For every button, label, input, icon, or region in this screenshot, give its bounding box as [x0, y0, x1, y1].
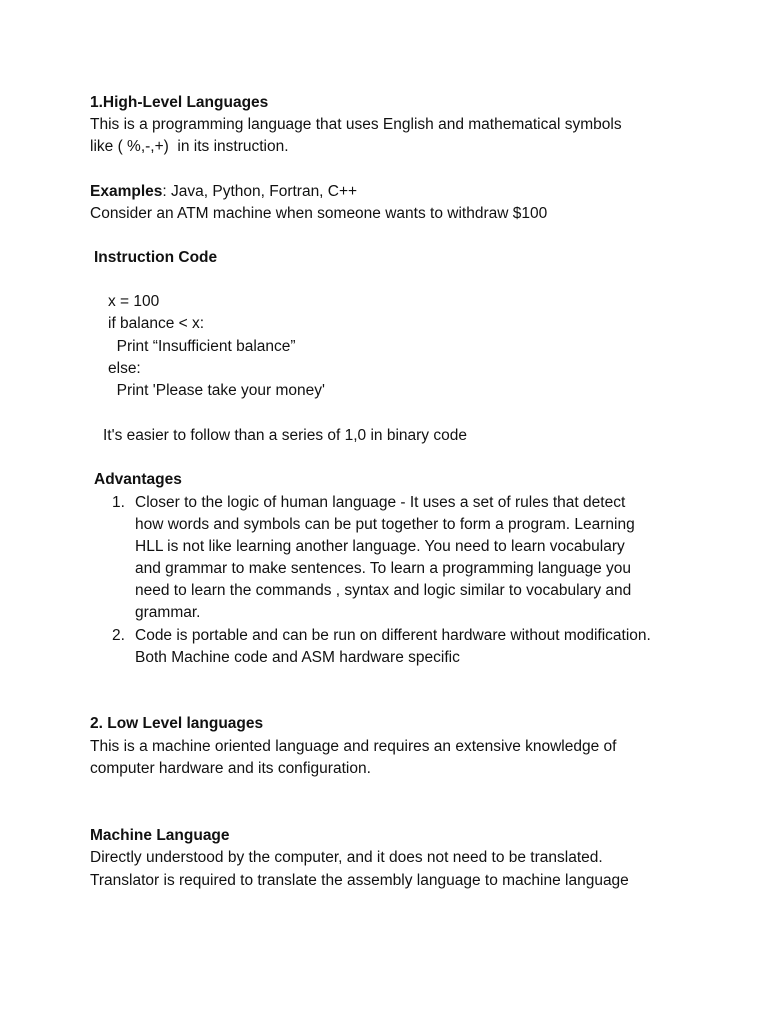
machine-line1: Directly understood by the computer, and it does not need to be translated. [90, 849, 603, 866]
advantage-line: need to learn the commands , syntax and logic similar to vocabulary and [135, 582, 632, 599]
advantage-line: Both Machine code and ASM hardware specific [135, 649, 460, 666]
section2-intro-line2: computer hardware and its configuration. [90, 760, 371, 777]
section1-intro-line2: like ( %,-,+) in its instruction. [90, 138, 289, 155]
machine-line2: Translator is required to translate the assembly language to machine language [90, 872, 629, 889]
advantage-line: Code is portable and can be run on different hardware without modification. [135, 627, 651, 644]
section1-heading: 1.High-Level Languages [90, 94, 269, 111]
examples-label: Examples [90, 183, 163, 200]
code-line: Print 'Please take your money' [108, 382, 325, 399]
advantage-line: Closer to the logic of human language - It uses a set of rules that detect [135, 494, 626, 511]
advantage-line: and grammar to make sentences. To learn a programming language you [135, 560, 631, 577]
machine-language-heading: Machine Language [90, 827, 230, 844]
section2-intro-line1: This is a machine oriented language and requires an extensive knowledge of [90, 738, 617, 755]
advantage-line: grammar. [135, 604, 201, 621]
examples-text: : Java, Python, Fortran, C++ [162, 183, 358, 200]
code-line: if balance < x: [108, 315, 205, 332]
examples-line [90, 181, 357, 203]
advantage-line: how words and symbols can be put together to form a program. Learning [135, 516, 635, 533]
easier-text: It's easier to follow than a series of 1,0 in binary code [103, 427, 467, 444]
code-line: else: [108, 360, 141, 377]
advantage-number: 1. [112, 494, 125, 511]
section1-intro-line1: This is a programming language that uses English and mathematical symbols [90, 116, 622, 133]
atm-text: Consider an ATM machine when someone wants to withdraw $100 [90, 205, 548, 222]
section2-heading: 2. Low Level languages [90, 715, 264, 732]
code-line: x = 100 [108, 293, 160, 310]
advantage-number: 2. [112, 627, 125, 644]
code-line: Print “Insufficient balance” [108, 338, 296, 355]
advantages-heading: Advantages [94, 471, 182, 488]
instruction-code-heading: Instruction Code [94, 249, 218, 266]
advantage-line: HLL is not like learning another language. You need to learn vocabulary [135, 538, 625, 555]
